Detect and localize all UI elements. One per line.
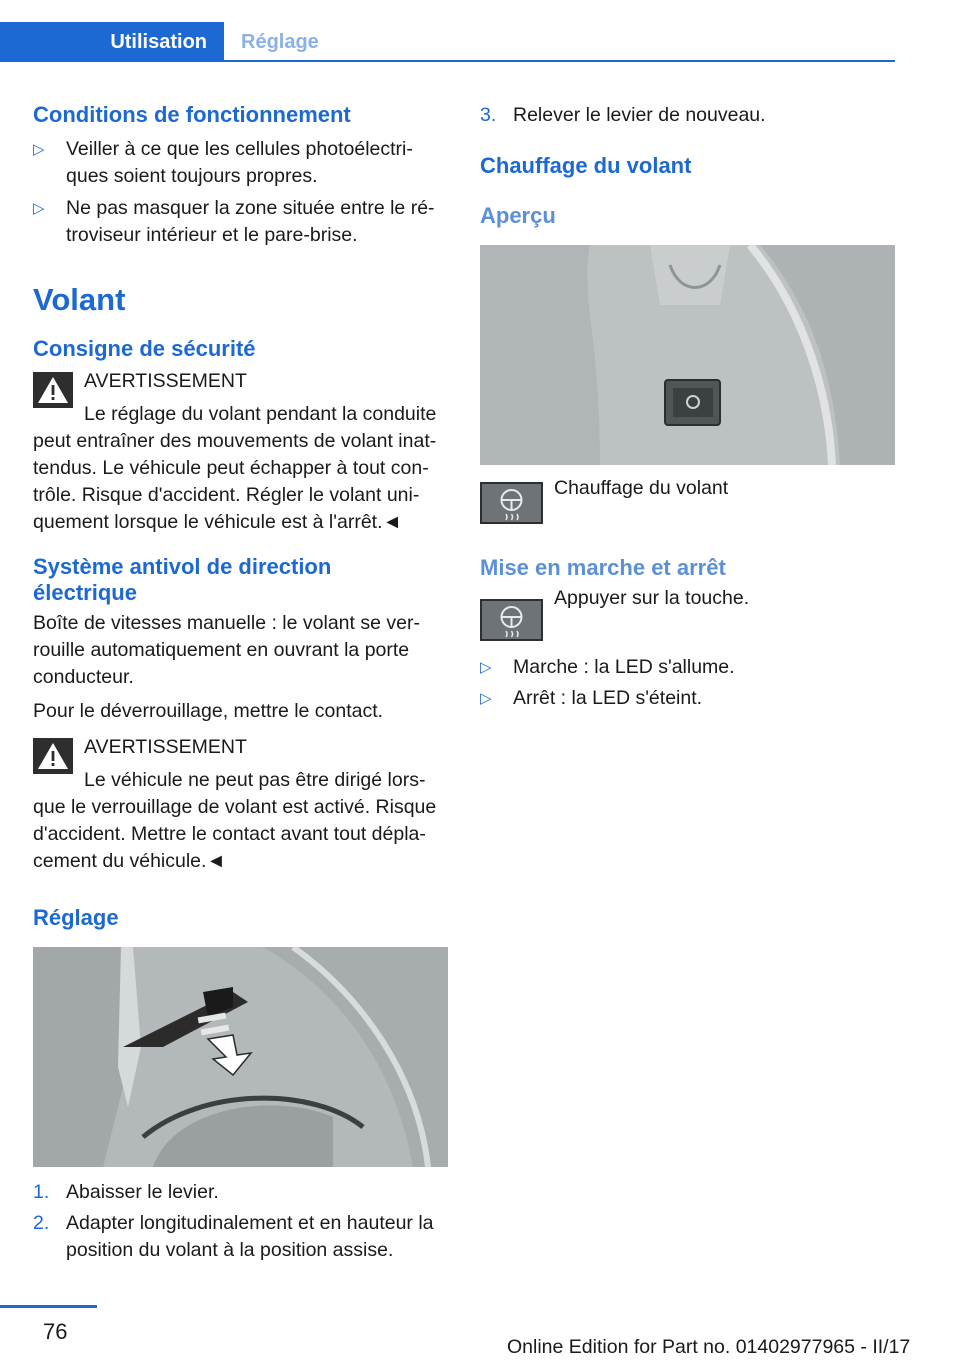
left-column	[33, 100, 448, 1264]
paragraph-line: rouille automatiquement en ouvrant la porte	[33, 639, 410, 661]
consigne-heading: Consigne de sécurité	[33, 336, 256, 361]
steering-column-illustration	[480, 245, 895, 465]
steering-wheel-heat-icon	[482, 484, 541, 522]
warning-icon	[33, 372, 73, 408]
appuyer-legend	[480, 587, 895, 641]
triangle-bullet-icon: ▷	[33, 141, 45, 158]
step-number: 1.	[33, 1181, 50, 1203]
step-number: 3.	[480, 104, 497, 126]
warning-line: Le réglage du volant pendant la conduite	[84, 403, 437, 425]
warning-title: AVERTISSEMENT	[84, 736, 247, 758]
warning-line: que le verrouillage de volant est activé. Risque	[33, 796, 437, 818]
triangle-bullet-icon: ▷	[33, 200, 45, 217]
list-item	[33, 1179, 448, 1206]
list-line: Ne pas masquer la zone située entre le ré-	[66, 197, 435, 219]
list-line: Veiller à ce que les cellules photoélectri-	[66, 138, 413, 160]
warning-block-1	[33, 368, 448, 536]
reglage-heading: Réglage	[33, 905, 119, 930]
reglage-steps	[33, 1179, 448, 1264]
marche-list	[480, 654, 895, 712]
list-line: troviseur intérieur et le pare-brise.	[66, 224, 358, 246]
steering-lever-illustration	[33, 947, 448, 1167]
warning-line: tendus. Le véhicule peut échapper à tout con-	[33, 457, 429, 479]
header-tab-bar	[0, 22, 895, 62]
warning-line: quement lorsque le véhicule est à l'arrêt.◄	[33, 511, 402, 533]
marche-heading: Mise en marche et arrêt	[480, 555, 726, 580]
paragraph-line: conducteur.	[33, 666, 134, 688]
paragraph-line: Boîte de vitesses manuelle : le volant se ver-	[33, 612, 420, 634]
edition-text: Online Edition for Part no. 01402977965 - II/17	[507, 1336, 911, 1358]
tab-utilisation-label: Utilisation	[110, 30, 207, 53]
warning-line: peut entraîner des mouvements de volant inat-	[33, 430, 437, 452]
steering-heat-button-image	[480, 482, 543, 524]
triangle-bullet-icon: ▷	[480, 690, 492, 707]
tab-reglage[interactable]	[241, 22, 319, 62]
list-item	[33, 1210, 448, 1264]
conditions-heading: Conditions de fonctionnement	[33, 102, 351, 127]
list-item	[480, 654, 895, 681]
page-number: 76	[43, 1319, 68, 1344]
warning-line: trôle. Risque d'accident. Régler le volant uni-	[33, 484, 420, 506]
steering-heat-button-image	[480, 599, 543, 641]
step-text: Relever le levier de nouveau.	[513, 104, 766, 126]
tab-reglage-label: Réglage	[241, 30, 319, 53]
warning-title: AVERTISSEMENT	[84, 370, 247, 392]
conditions-list	[33, 136, 448, 249]
warning-line: d'accident. Mettre le contact avant tout dépla-	[33, 823, 426, 845]
warning-icon	[33, 738, 73, 774]
volant-heading: Volant	[33, 282, 126, 317]
appuyer-text: Appuyer sur la touche.	[554, 587, 750, 609]
step-text: Abaisser le levier.	[66, 1181, 219, 1203]
tab-utilisation[interactable]	[0, 22, 224, 62]
list-line: ques soient toujours propres.	[66, 165, 318, 187]
steering-wheel-heat-icon	[482, 601, 541, 639]
antivol-heading-line: Système antivol de direction	[33, 554, 332, 579]
step-number: 2.	[33, 1212, 50, 1234]
footer-rule	[0, 1305, 97, 1308]
deverrouillage-text: Pour le déverrouillage, mettre le contact.	[33, 700, 384, 722]
list-item	[480, 102, 895, 129]
button-legend	[480, 477, 895, 524]
button-caption: Chauffage du volant	[554, 477, 729, 499]
antivol-paragraph	[33, 610, 448, 691]
chauffage-heading: Chauffage du volant	[480, 153, 692, 178]
list-item	[33, 195, 448, 249]
right-column	[480, 100, 895, 712]
warning-line: Le véhicule ne peut pas être dirigé lors-	[84, 769, 426, 791]
triangle-bullet-icon: ▷	[480, 659, 492, 676]
list-line: Arrêt : la LED s'éteint.	[513, 687, 703, 709]
list-item	[480, 685, 895, 712]
step-text: Adapter longitudinalement et en hauteur la	[66, 1212, 434, 1234]
list-item	[33, 136, 448, 190]
apercu-heading: Aperçu	[480, 203, 556, 228]
list-line: Marche : la LED s'allume.	[513, 656, 735, 678]
steering-lever-photo	[33, 947, 448, 1167]
antivol-heading-line: électrique	[33, 580, 137, 605]
antivol-heading	[33, 554, 448, 606]
warning-line: cement du véhicule.◄	[33, 850, 226, 872]
steering-column-photo	[480, 245, 895, 465]
warning-block-2	[33, 734, 448, 875]
step-text: position du volant à la position assise.	[66, 1239, 394, 1261]
